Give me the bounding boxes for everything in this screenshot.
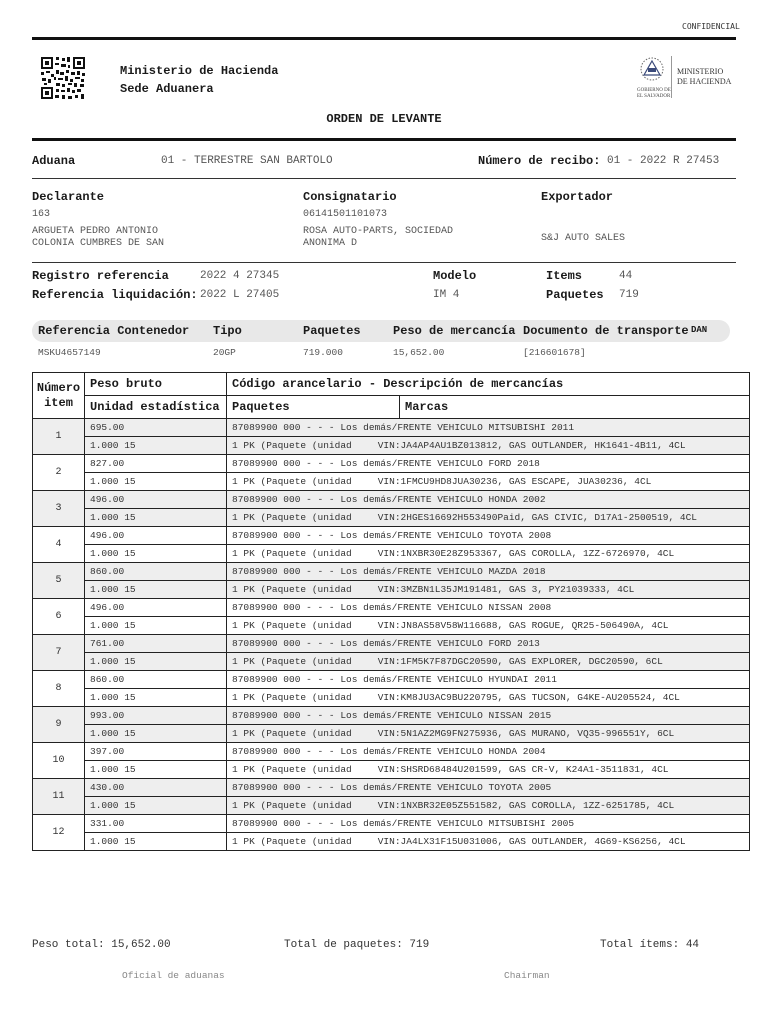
signature-chairman: Chairman	[504, 970, 550, 981]
registro-label: Registro referencia	[32, 269, 169, 283]
container-paquetes-value: 719.000	[303, 347, 343, 358]
parties-rule	[32, 262, 736, 263]
exportador-name: S&J AUTO SALES	[541, 233, 626, 244]
container-header-peso: Peso de mercancía	[393, 324, 516, 338]
logo-small-line2: EL SALVADOR	[637, 94, 671, 99]
item-peso-bruto: 860.00	[85, 563, 227, 581]
item-number: 2	[33, 455, 85, 491]
item-paquetes-marcas	[227, 581, 750, 599]
registro-value: 2022 4 27345	[200, 270, 280, 282]
header-codigo-descripcion: Código arancelario - Descripción de mercancías	[227, 373, 750, 396]
item-paquetes-marcas	[227, 617, 750, 635]
logo-small-line1: GOBIERNO DE	[637, 88, 671, 93]
item-marcas: VIN:1FM5K7F87DGC20590, GAS EXPLORER, DGC20590, 6CL	[377, 656, 663, 667]
container-header-paquetes: Paquetes	[303, 324, 361, 338]
table-row-detail	[33, 617, 750, 635]
item-descripcion: 87089900 000 - - - Los demás/FRENTE VEHICULO HONDA 2002	[227, 491, 750, 509]
item-paquetes: 1 PK (Paquete (unidad	[232, 512, 352, 523]
modelo-value: IM 4	[433, 289, 460, 301]
liquidacion-value: 2022 L 27405	[200, 289, 280, 301]
peso-total: Peso total: 15,652.00	[32, 939, 171, 951]
container-header-dan: DAN	[691, 325, 708, 335]
item-peso-bruto: 331.00	[85, 815, 227, 833]
item-peso-bruto: 695.00	[85, 419, 227, 437]
items-value: 44	[619, 270, 633, 282]
header-peso-bruto: Peso bruto	[85, 373, 227, 396]
item-unidad: 1.000 15	[85, 437, 227, 455]
container-ref-value: MSKU4657149	[38, 347, 101, 358]
item-marcas: VIN:1NXBR30E28Z953367, GAS COROLLA, 1ZZ-6726970, 4CL	[377, 548, 675, 559]
item-marcas: VIN:SHSRD68484U201599, GAS CR-V, K24A1-3511831, 4CL	[377, 764, 669, 775]
document-title: ORDEN DE LEVANTE	[326, 112, 442, 126]
aduana-value: 01 - TERRESTRE SAN BARTOLO	[161, 155, 333, 167]
container-header-documento: Documento de transporte	[523, 324, 689, 338]
signature-oficial: Oficial de aduanas	[122, 970, 225, 981]
item-peso-bruto: 430.00	[85, 779, 227, 797]
item-number: 9	[33, 707, 85, 743]
consignatario-label: Consignatario	[303, 190, 397, 204]
receipt-value: 01 - 2022 R 27453	[607, 155, 720, 167]
declarante-name: ARGUETA PEDRO ANTONIO	[32, 226, 159, 237]
table-row	[33, 743, 750, 761]
receipt-label: Número de recibo:	[478, 154, 601, 168]
logo-divider	[671, 56, 672, 98]
item-peso-bruto: 397.00	[85, 743, 227, 761]
item-paquetes: 1 PK (Paquete (unidad	[232, 764, 352, 775]
consignatario-code: 06141501101073	[303, 209, 388, 220]
item-number: 10	[33, 743, 85, 779]
table-row-detail	[33, 545, 750, 563]
container-documento-value: [216601678]	[523, 347, 586, 358]
table-row-detail	[33, 833, 750, 851]
item-descripcion: 87089900 000 - - - Los demás/FRENTE VEHICULO NISSAN 2015	[227, 707, 750, 725]
table-row	[33, 563, 750, 581]
items-body	[33, 419, 750, 851]
total-paquetes: Total de paquetes: 719	[284, 939, 430, 951]
item-unidad: 1.000 15	[85, 689, 227, 707]
item-marcas: VIN:1FMCU9HD8JUA30236, GAS ESCAPE, JUA30236, 4CL	[377, 476, 652, 487]
office-name: Sede Aduanera	[120, 82, 214, 96]
item-unidad: 1.000 15	[85, 797, 227, 815]
table-row	[33, 599, 750, 617]
header-marcas: Marcas	[400, 396, 750, 419]
item-paquetes: 1 PK (Paquete (unidad	[232, 440, 352, 451]
item-unidad: 1.000 15	[85, 581, 227, 599]
confidential-label: CONFIDENCIAL	[682, 22, 740, 31]
header-numero-item: Número item	[33, 373, 85, 419]
item-paquetes: 1 PK (Paquete (unidad	[232, 620, 352, 631]
items-table	[32, 372, 750, 851]
table-row-detail	[33, 761, 750, 779]
item-marcas: VIN:5N1AZ2MG9FN275936, GAS MURANO, VQ35-996551Y, 6CL	[377, 728, 675, 739]
item-number: 3	[33, 491, 85, 527]
item-unidad: 1.000 15	[85, 545, 227, 563]
item-paquetes: 1 PK (Paquete (unidad	[232, 836, 352, 847]
item-unidad: 1.000 15	[85, 833, 227, 851]
qr-code	[40, 56, 86, 100]
ministry-name: Ministerio de Hacienda	[120, 64, 279, 78]
item-paquetes-marcas	[227, 545, 750, 563]
item-paquetes-marcas	[227, 437, 750, 455]
item-unidad: 1.000 15	[85, 617, 227, 635]
total-items: Total ítems: 44	[600, 939, 700, 951]
paquetes-label: Paquetes	[546, 288, 604, 302]
item-paquetes-marcas	[227, 509, 750, 527]
item-peso-bruto: 496.00	[85, 527, 227, 545]
item-number: 11	[33, 779, 85, 815]
item-paquetes-marcas	[227, 761, 750, 779]
container-header-ref: Referencia Contenedor	[38, 324, 190, 338]
item-paquetes: 1 PK (Paquete (unidad	[232, 656, 352, 667]
table-row-detail	[33, 437, 750, 455]
item-marcas: VIN:1NXBR32E05Z551582, GAS COROLLA, 1ZZ-6251785, 4CL	[377, 800, 675, 811]
item-unidad: 1.000 15	[85, 725, 227, 743]
aduana-rule	[32, 178, 736, 179]
item-descripcion: 87089900 000 - - - Los demás/FRENTE VEHICULO HONDA 2004	[227, 743, 750, 761]
item-paquetes: 1 PK (Paquete (unidad	[232, 476, 352, 487]
table-row-detail	[33, 653, 750, 671]
items-label: Items	[546, 269, 583, 283]
item-number: 6	[33, 599, 85, 635]
item-number: 12	[33, 815, 85, 851]
table-row	[33, 671, 750, 689]
item-paquetes: 1 PK (Paquete (unidad	[232, 548, 352, 559]
item-unidad: 1.000 15	[85, 509, 227, 527]
item-number: 7	[33, 635, 85, 671]
item-paquetes: 1 PK (Paquete (unidad	[232, 692, 352, 703]
table-row	[33, 779, 750, 797]
table-row	[33, 635, 750, 653]
declarante-label: Declarante	[32, 190, 105, 204]
declarante-code: 163	[32, 209, 51, 220]
title-rule	[32, 138, 736, 141]
item-number: 8	[33, 671, 85, 707]
consignatario-name-cont: ANONIMA D	[303, 238, 358, 249]
modelo-label: Modelo	[433, 269, 477, 283]
exportador-label: Exportador	[541, 190, 614, 204]
item-unidad: 1.000 15	[85, 653, 227, 671]
header-paquetes: Paquetes	[227, 396, 400, 419]
ministry-seal-logo	[636, 54, 668, 88]
paquetes-value: 719	[619, 289, 639, 301]
item-descripcion: 87089900 000 - - - Los demás/FRENTE VEHICULO MAZDA 2018	[227, 563, 750, 581]
item-unidad: 1.000 15	[85, 473, 227, 491]
item-paquetes-marcas	[227, 473, 750, 491]
item-marcas: VIN:JN8AS58V58W116688, GAS ROGUE, QR25-506490A, 4CL	[377, 620, 669, 631]
item-peso-bruto: 496.00	[85, 599, 227, 617]
declarante-address: COLONIA CUMBRES DE SAN	[32, 238, 165, 249]
table-row-detail	[33, 725, 750, 743]
item-peso-bruto: 860.00	[85, 671, 227, 689]
table-row	[33, 419, 750, 437]
item-paquetes: 1 PK (Paquete (unidad	[232, 728, 352, 739]
table-row	[33, 455, 750, 473]
table-row-detail	[33, 473, 750, 491]
item-descripcion: 87089900 000 - - - Los demás/FRENTE VEHICULO FORD 2018	[227, 455, 750, 473]
consignatario-name: ROSA AUTO-PARTS, SOCIEDAD	[303, 226, 454, 237]
table-row-detail	[33, 581, 750, 599]
item-marcas: VIN:KM8JU3AC9BU220795, GAS TUCSON, G4KE-AU205524, 4CL	[377, 692, 680, 703]
item-peso-bruto: 827.00	[85, 455, 227, 473]
item-paquetes-marcas	[227, 689, 750, 707]
item-peso-bruto: 993.00	[85, 707, 227, 725]
table-row-detail	[33, 689, 750, 707]
item-paquetes: 1 PK (Paquete (unidad	[232, 800, 352, 811]
item-descripcion: 87089900 000 - - - Los demás/FRENTE VEHICULO TOYOTA 2005	[227, 779, 750, 797]
item-number: 4	[33, 527, 85, 563]
aduana-label: Aduana	[32, 154, 76, 168]
item-descripcion: 87089900 000 - - - Los demás/FRENTE VEHICULO FORD 2013	[227, 635, 750, 653]
item-number: 5	[33, 563, 85, 599]
item-marcas: VIN:JA4LX31F15U031006, GAS OUTLANDER, 4G69-KS6256, 4CL	[377, 836, 686, 847]
container-tipo-value: 20GP	[213, 347, 236, 358]
container-header-tipo: Tipo	[213, 324, 242, 338]
item-unidad: 1.000 15	[85, 761, 227, 779]
item-descripcion: 87089900 000 - - - Los demás/FRENTE VEHICULO NISSAN 2008	[227, 599, 750, 617]
top-rule	[32, 37, 736, 40]
item-number: 1	[33, 419, 85, 455]
table-row	[33, 491, 750, 509]
liquidacion-label: Referencia liquidación:	[32, 288, 198, 302]
logo-text-line1: MINISTERIO	[677, 67, 724, 76]
table-row	[33, 815, 750, 833]
item-marcas: VIN:3MZBN1L35JM191481, GAS 3, PY21039333, 4CL	[377, 584, 635, 595]
header-unidad-estadistica: Unidad estadística	[85, 396, 227, 419]
item-descripcion: 87089900 000 - - - Los demás/FRENTE VEHICULO MITSUBISHI 2005	[227, 815, 750, 833]
container-peso-value: 15,652.00	[393, 347, 445, 358]
item-descripcion: 87089900 000 - - - Los demás/FRENTE VEHICULO HYUNDAI 2011	[227, 671, 750, 689]
item-paquetes: 1 PK (Paquete (unidad	[232, 584, 352, 595]
item-paquetes-marcas	[227, 833, 750, 851]
item-marcas: VIN:2HGES16692H553490Paid, GAS CIVIC, D17A1-2500519, 4CL	[377, 512, 697, 523]
item-descripcion: 87089900 000 - - - Los demás/FRENTE VEHICULO TOYOTA 2008	[227, 527, 750, 545]
item-paquetes-marcas	[227, 725, 750, 743]
item-paquetes-marcas	[227, 653, 750, 671]
item-peso-bruto: 761.00	[85, 635, 227, 653]
item-paquetes-marcas	[227, 797, 750, 815]
table-row	[33, 707, 750, 725]
table-row-detail	[33, 509, 750, 527]
item-descripcion: 87089900 000 - - - Los demás/FRENTE VEHICULO MITSUBISHI 2011	[227, 419, 750, 437]
table-row-detail	[33, 797, 750, 815]
table-row	[33, 527, 750, 545]
item-peso-bruto: 496.00	[85, 491, 227, 509]
logo-text-line2: DE HACIENDA	[677, 77, 732, 86]
item-marcas: VIN:JA4AP4AU1BZ013812, GAS OUTLANDER, HK1641-4B11, 4CL	[377, 440, 686, 451]
